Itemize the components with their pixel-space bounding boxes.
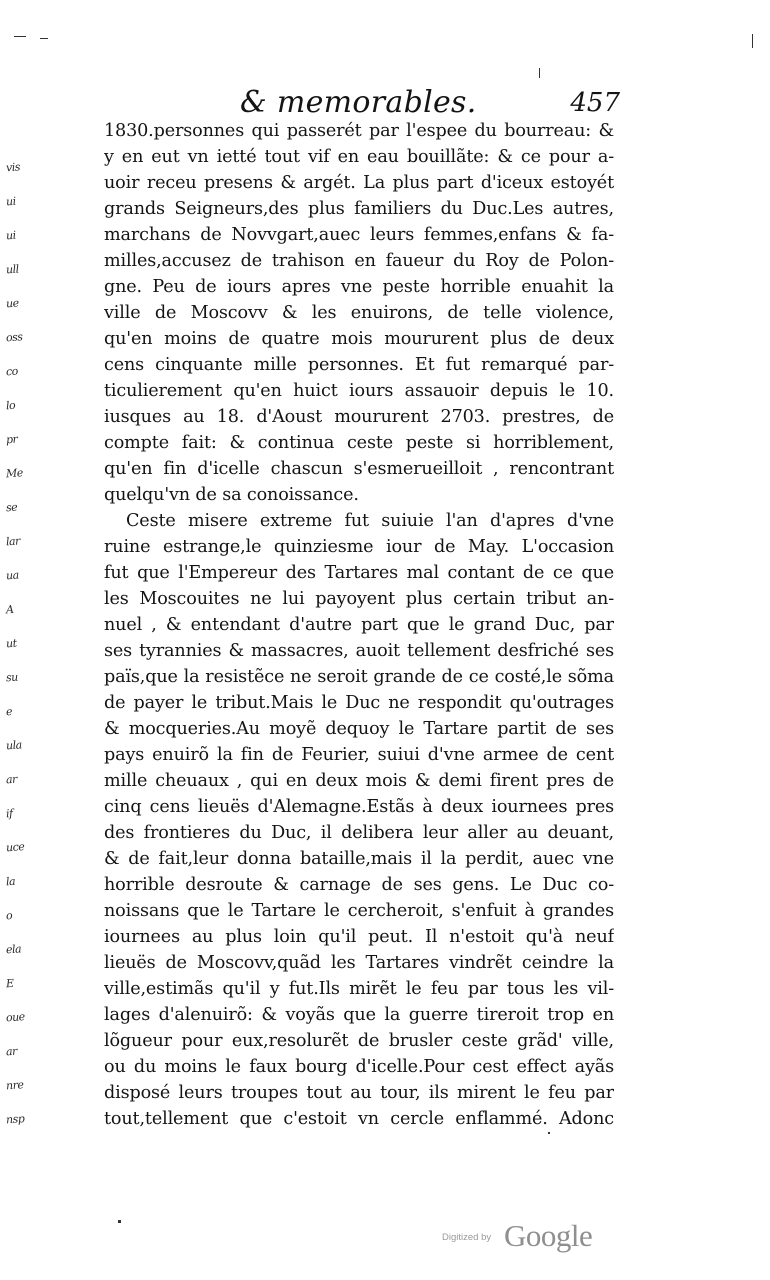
text-line: milles,accusez de trahison en faueur du Roy de Polon- bbox=[104, 251, 614, 271]
margin-fragment: se bbox=[5, 500, 18, 515]
scan-mark bbox=[14, 36, 26, 37]
text-line: lõgueur pour eux,resolurẽt de brusler ceste grãd' ville, bbox=[104, 1031, 614, 1051]
text-line: ville,estimãs qu'il y fut.Ils mirẽt le feu par tous les vil- bbox=[104, 979, 614, 999]
scan-mark bbox=[539, 68, 540, 78]
margin-fragment: Me bbox=[5, 466, 24, 481]
text-line: quelqu'vn de sa conoissance. bbox=[104, 485, 359, 505]
text-line: de payer le tribut.Mais le Duc ne respondit qu'outrages bbox=[104, 693, 614, 713]
margin-fragment: uce bbox=[5, 840, 25, 855]
margin-fragment: A bbox=[5, 602, 14, 617]
watermark-prefix: Digitized by bbox=[442, 1232, 492, 1243]
text-line: ou du moins le faux bourg d'icelle.Pour cest effect ayãs bbox=[104, 1057, 614, 1077]
scan-mark bbox=[548, 1132, 550, 1134]
text-line: païs,que la resistẽce ne seroit grande de ce costé,le sõma bbox=[104, 667, 614, 687]
text-line: compte fait: & continua ceste peste si horriblement, bbox=[104, 433, 614, 453]
text-line: ville de Moscovv & les enuirons, de telle violence, bbox=[104, 303, 614, 323]
text-line: iournees au plus loin qu'il peut. Il n'estoit qu'à neuf bbox=[104, 927, 614, 947]
text-line: cinq cens lieuës d'Alemagne.Estãs à deux iournees pres bbox=[104, 797, 614, 817]
margin-fragment: nre bbox=[5, 1078, 24, 1093]
margin-fragment: o bbox=[5, 908, 13, 923]
paragraph-start-line: Ceste misere extreme fut suiuie l'an d'apres d'vne bbox=[126, 511, 614, 531]
margin-fragment: la bbox=[5, 874, 16, 889]
text-line: 1830.personnes qui passerét par l'espee du bourreau: & bbox=[104, 121, 614, 141]
text-line: gne. Peu de iours apres vne peste horrible enuahit la bbox=[104, 277, 614, 297]
margin-fragment: oue bbox=[5, 1010, 26, 1025]
margin-fragment: lo bbox=[5, 398, 16, 413]
margin-bleed-through bbox=[6, 150, 46, 1136]
margin-fragment: pr bbox=[5, 432, 18, 447]
margin-fragment: ue bbox=[5, 296, 20, 311]
margin-fragment: if bbox=[5, 806, 14, 821]
text-line: iusques au 18. d'Aoust moururent 2703. prestres, de bbox=[104, 407, 614, 427]
text-line: qu'en moins de quatre mois moururent plus de deux bbox=[104, 329, 614, 349]
text-line: tout,tellement que c'estoit vn cercle enflammé. Adonc bbox=[104, 1109, 614, 1129]
text-line: ruine estrange,le quinziesme iour de May. L'occasion bbox=[104, 537, 614, 557]
text-line: marchans de Novvgart,auec leurs femmes,enfans & fa- bbox=[104, 225, 614, 245]
scan-mark bbox=[752, 34, 753, 48]
page-number: 457 bbox=[570, 88, 620, 118]
text-line: cens cinquante mille personnes. Et fut remarqué par- bbox=[104, 355, 614, 375]
text-line: ticulierement qu'en huict iours assauoir depuis le 10. bbox=[104, 381, 614, 401]
scan-mark bbox=[40, 38, 48, 39]
text-line: mille cheuaux , qui en deux mois & demi firent pres de bbox=[104, 771, 614, 791]
text-line: des frontieres du Duc, il delibera leur aller au deuant, bbox=[104, 823, 614, 843]
margin-fragment: ela bbox=[5, 942, 22, 957]
text-line: les Moscouites ne lui payoyent plus certain tribut an- bbox=[104, 589, 614, 609]
text-line: fut que l'Empereur des Tartares mal contant de ce que bbox=[104, 563, 614, 583]
margin-fragment: ula bbox=[5, 738, 23, 753]
text-line: grands Seigneurs,des plus familiers du Duc.Les autres, bbox=[104, 199, 614, 219]
margin-fragment: ull bbox=[5, 262, 20, 277]
margin-fragment: lar bbox=[5, 534, 21, 549]
margin-fragment: nsp bbox=[5, 1112, 25, 1127]
margin-fragment: ui bbox=[5, 194, 17, 209]
text-line: qu'en fin d'icelle chascun s'esmerueilloit , rencontrant bbox=[104, 459, 614, 479]
text-line: uoir receu presens & argét. La plus part d'iceux estoyét bbox=[104, 173, 614, 193]
text-line: pays enuirõ la fin de Feurier, suiui d'vne armee de cent bbox=[104, 745, 614, 765]
margin-fragment: co bbox=[5, 364, 19, 379]
text-line: y en eut vn ietté tout vif en eau bouillãte: & ce pour a- bbox=[104, 147, 614, 167]
margin-fragment: oss bbox=[5, 330, 23, 345]
margin-fragment: ua bbox=[5, 568, 20, 583]
text-line: lages d'alenuirõ: & voyãs que la guerre tireroit trop en bbox=[104, 1005, 614, 1025]
margin-fragment: ut bbox=[5, 636, 17, 651]
text-line: & mocqueries.Au moyẽ dequoy le Tartare partit de ses bbox=[104, 719, 614, 739]
margin-fragment: su bbox=[5, 670, 19, 685]
text-line: disposé leurs troupes tout au tour, ils mirent le feu par bbox=[104, 1083, 614, 1103]
margin-fragment: ar bbox=[5, 772, 18, 787]
body-text bbox=[104, 118, 614, 1132]
margin-fragment: E bbox=[5, 976, 14, 991]
text-line: lieuës de Moscovv,quãd les Tartares vindrẽt ceindre la bbox=[104, 953, 614, 973]
margin-fragment: e bbox=[5, 704, 13, 719]
text-line: noissans que le Tartare le cercheroit, s'enfuit à grandes bbox=[104, 901, 614, 921]
text-line: & de fait,leur donna bataille,mais il la perdit, auec vne bbox=[104, 849, 614, 869]
scan-mark bbox=[118, 1220, 121, 1223]
text-line: ses tyrannies & massacres, auoit tellement desfriché ses bbox=[104, 641, 614, 661]
running-head-title: & memorables. bbox=[240, 85, 477, 120]
watermark-brand: Google bbox=[504, 1218, 593, 1253]
text-line: horrible desroute & carnage de ses gens. Le Duc co- bbox=[104, 875, 614, 895]
margin-fragment: ui bbox=[5, 228, 17, 243]
margin-fragment: vis bbox=[5, 160, 21, 175]
margin-fragment: ar bbox=[5, 1044, 18, 1059]
text-line: nuel , & entendant d'autre part que le grand Duc, par bbox=[104, 615, 614, 635]
